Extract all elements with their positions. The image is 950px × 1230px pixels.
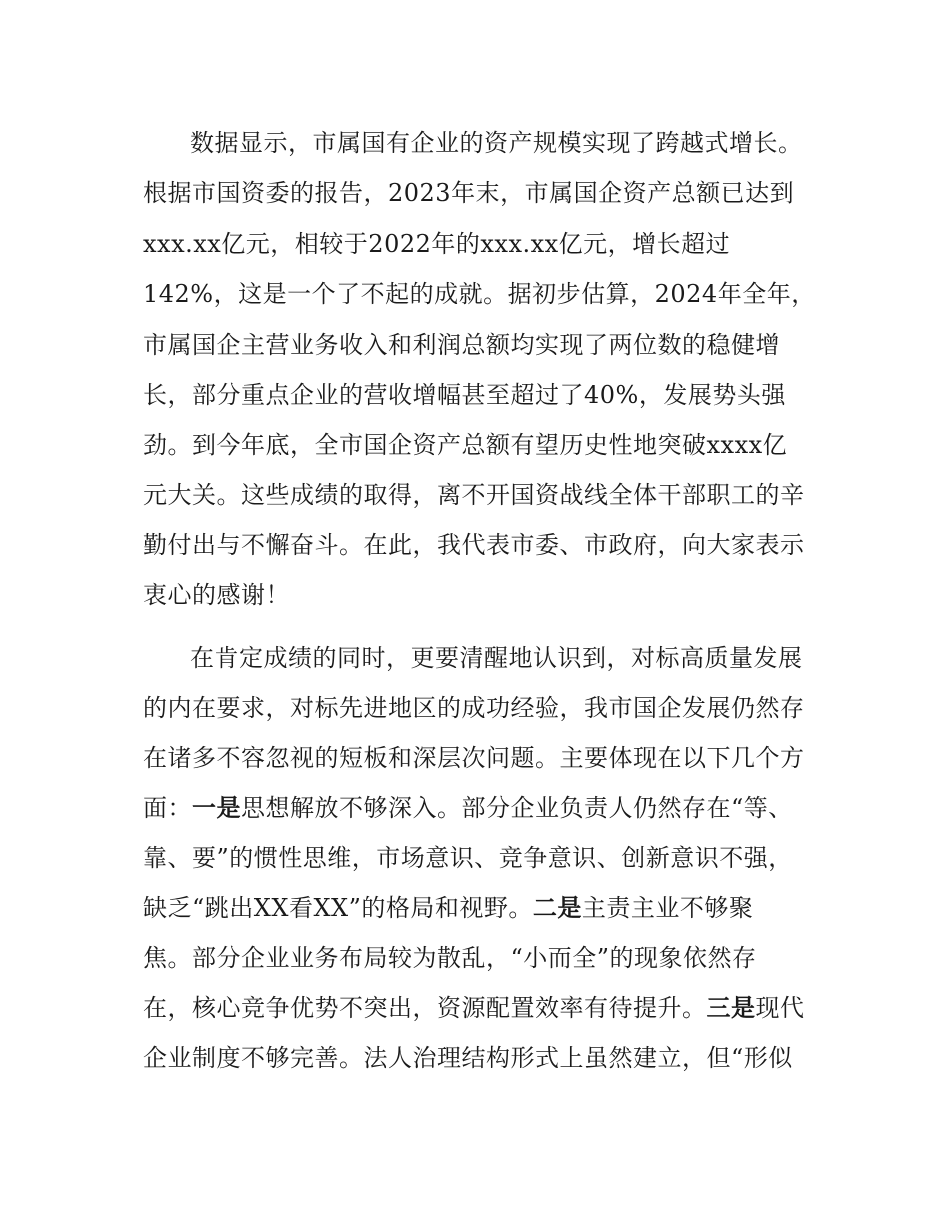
paragraph-2-line-1: 在肯定成绩的同时，更要清醒地认识到，对标高质量发展: [190, 644, 803, 672]
point-one-marker: 一是: [192, 794, 241, 822]
paragraph-2-line-5: 靠、要”的惯性思维，市场意识、竞争意识、创新意识不强，: [143, 844, 793, 872]
paragraph-1-line-6: 长，部分重点企业的营收增幅甚至超过了40%，发展势头强: [143, 381, 786, 409]
line-8-text: 现代: [755, 994, 805, 1022]
paragraph-2-line-8: [143, 993, 805, 1023]
paragraph-1-line-4: 142%，这是一个了不起的成就。据初步估算，2024年全年，: [143, 280, 816, 308]
paragraph-1-line-1: 数据显示，市属国有企业的资产规模实现了跨越式增长。: [190, 129, 803, 157]
paragraph-2-line-4: [143, 793, 793, 823]
paragraph-1-line-3: xxx.xx亿元，相较于2022年的xxx.xx亿元，增长超过: [143, 230, 731, 258]
paragraph-2-line-2: 的内在要求，对标先进地区的成功经验，我市国企发展仍然存: [143, 694, 805, 722]
line-6-prefix: 缺乏“跳出XX看XX”的格局和视野。: [143, 894, 533, 922]
paragraph-1-line-8: 元大关。这些成绩的取得，离不开国资战线全体干部职工的辛: [143, 481, 805, 509]
paragraph-2-line-9: 企业制度不够完善。法人治理结构形式上虽然建立，但“形似: [143, 1044, 793, 1072]
line-4-text: 思想解放不够深入。部分企业负责人仍然存在“等、: [241, 794, 793, 822]
paragraph-1-line-5: 市属国企主营业务收入和利润总额均实现了两位数的稳健增: [143, 331, 780, 359]
point-three-marker: 三是: [706, 994, 756, 1022]
paragraph-1-line-10: 衷心的感谢！: [143, 581, 290, 609]
paragraph-2-line-7: 焦。部分企业业务布局较为散乱，“小而全”的现象依然存: [143, 944, 757, 972]
point-two-marker: 二是: [532, 894, 582, 922]
paragraph-1-line-9: 勤付出与不懈奋斗。在此，我代表市委、市政府，向大家表示: [143, 531, 805, 559]
line-8-prefix: 在，核心竞争优势不突出，资源配置效率有待提升。: [143, 994, 707, 1022]
paragraph-2-line-6: [143, 893, 753, 923]
line-6-text: 主责主业不够聚: [581, 894, 754, 922]
line-4-prefix: 面：: [143, 794, 192, 822]
paragraph-2-line-3: 在诸多不容忽视的短板和深层次问题。主要体现在以下几个方: [143, 744, 805, 772]
paragraph-1-line-2: 根据市国资委的报告，2023年末，市属国企资产总额已达到: [143, 179, 795, 207]
paragraph-1-line-7: 劲。到今年底，全市国企资产总额有望历史性地突破xxxx亿: [143, 431, 788, 459]
